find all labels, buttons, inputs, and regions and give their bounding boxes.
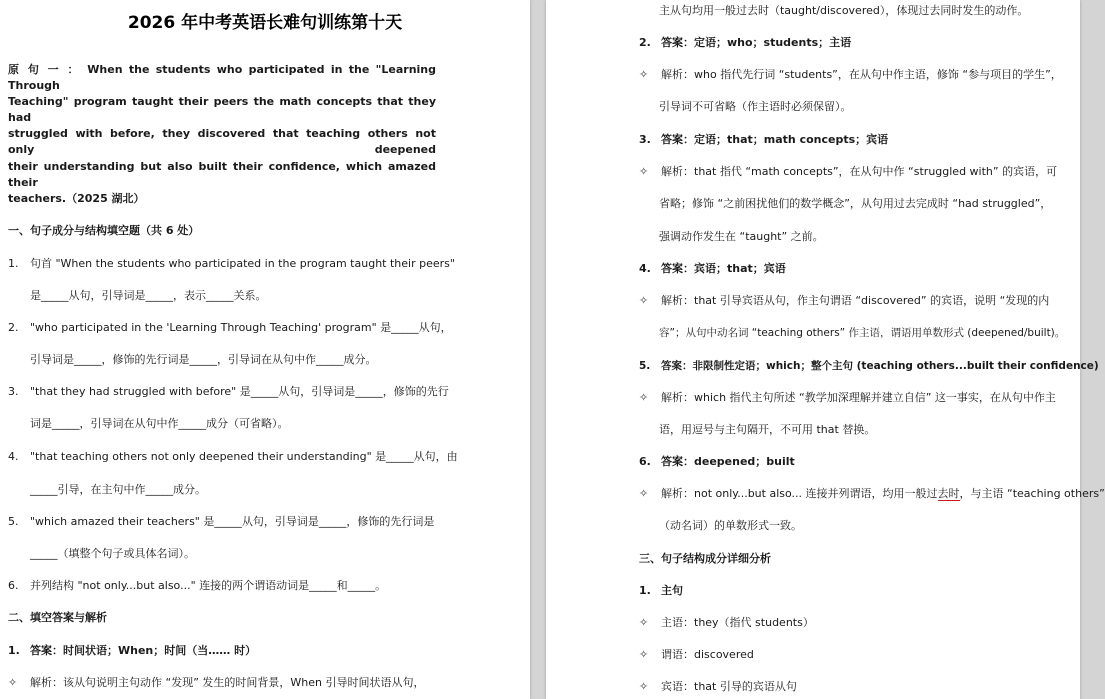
analysis-text: 解析：该从句说明主句动作 “发现” 发生的时间背景，When 引导时间状语从句， [30, 676, 425, 689]
section-heading-1: 一、句子成分与结构填空题（共 6 处） [8, 224, 200, 237]
analysis-text-cont: 主从句均用一般过去时（taught/discovered），体现过去同时发生的动作。 [659, 4, 1029, 17]
source-sentence-line-1: 原 句 一 ： When the students who participated in the "Learning Through [8, 63, 436, 92]
question-number: 1. [8, 257, 19, 270]
source-sentence-line-4: their understanding but also built their confidence, which amazed their [8, 160, 436, 189]
answer-text: 答案：宾语；that；宾语 [661, 262, 786, 275]
component-text: 宾语：that 引导的宾语从句 [661, 680, 797, 693]
question-text: "that teaching others not only deepened their understanding" 是_____从句，由 [30, 450, 458, 463]
analysis-text: 解析：which 指代主句所述 “教学加深理解并建立自信” 这一事实，在从句中作主 [661, 391, 1056, 404]
question-text: 并列结构 "not only...but also..." 连接的两个谓语动词是_____和_____。 [30, 579, 387, 592]
analysis-text-part: ，与主语 “teaching others” [959, 487, 1105, 500]
bullet-diamond-icon: ✧ [639, 648, 649, 661]
analysis-text: 解析：who 指代先行词 “students”，在从句中作主语，修饰 “参与项目的学生”， [661, 68, 1062, 81]
spellcheck-underline: 去时 [937, 487, 960, 500]
part-text: 主句 [661, 584, 683, 597]
bullet-diamond-icon: ✧ [639, 165, 649, 178]
analysis-text-cont: 语，用逗号与主句隔开，不可用 that 替换。 [659, 423, 876, 436]
document-page-right [546, 0, 1105, 699]
answer-number: 1. [8, 644, 20, 657]
answer-number: 3. [639, 133, 651, 146]
bullet-diamond-icon: ✧ [639, 616, 649, 629]
answer-text: 答案：deepened；built [661, 455, 795, 468]
answer-number: 5. [639, 360, 651, 372]
document-title: 2026 年中考英语长难句训练第十天 [127, 13, 403, 33]
question-number: 6. [8, 579, 19, 592]
analysis-text-cont: 强调动作发生在 “taught” 之前。 [659, 230, 824, 243]
answer-number: 2. [639, 36, 651, 49]
bullet-diamond-icon: ✧ [639, 391, 649, 404]
analysis-text [661, 486, 1105, 502]
bullet-diamond-icon: ✧ [8, 676, 18, 689]
analysis-text-cont: 引导词不可省略（作主语时必须保留）。 [659, 100, 852, 113]
question-text: "who participated in the 'Learning Through Teaching' program" 是_____从句， [30, 321, 452, 334]
source-sentence-line-2: Teaching" program taught their peers the math concepts that they had [8, 95, 436, 124]
question-text-cont: _____引导，在主句中作_____成分。 [30, 483, 206, 496]
question-number: 4. [8, 450, 19, 463]
bullet-diamond-icon: ✧ [639, 487, 649, 500]
question-number: 3. [8, 385, 19, 398]
bullet-diamond-icon: ✧ [639, 68, 649, 81]
analysis-text-cont: 省略；修饰 “之前困扰他们的数学概念”，从句用过去完成时 “had struggled”， [659, 197, 1052, 210]
answer-text: 答案：定语；that；math concepts；宾语 [661, 133, 889, 146]
question-number: 5. [8, 515, 19, 528]
question-number: 2. [8, 321, 19, 334]
source-sentence-line-5: teachers.（2025 湖北） [8, 192, 145, 205]
question-text-cont: 词是_____，引导词在从句中作_____成分（可省略）。 [30, 417, 289, 430]
question-text-cont: 是_____从句，引导词是_____，表示_____关系。 [30, 289, 267, 302]
analysis-text: 解析：that 指代 “math concepts”，在从句中作 “struggled with” 的宾语，可 [661, 165, 1058, 178]
section-heading-2: 二、填空答案与解析 [8, 611, 107, 624]
bullet-diamond-icon: ✧ [639, 680, 649, 693]
analysis-text-part: 解析：not only...but also... 连接并列谓语，均用一般过 [661, 487, 938, 500]
component-text: 谓语：discovered [661, 648, 754, 661]
answer-text: 答案：非限制性定语；which；整个主句 (teaching others...built their confidence) [661, 360, 1099, 372]
analysis-text-cont: （动名词）的单数形式一致。 [659, 519, 802, 532]
document-page-left [0, 0, 530, 699]
analysis-text: 解析：that 引导宾语从句，作主句谓语 “discovered” 的宾语，说明 “发现的内 [661, 294, 1050, 307]
question-text-cont: 引导词是_____，修饰的先行词是_____，引导词在从句中作_____成分。 [30, 353, 377, 366]
answer-text: 答案：定语；who；students；主语 [661, 36, 852, 49]
section-heading-3: 三、句子结构成分详细分析 [639, 552, 771, 565]
question-text: "which amazed their teachers" 是_____从句，引导词是_____，修饰的先行词是 [30, 515, 435, 528]
bullet-diamond-icon: ✧ [639, 294, 649, 307]
part-number: 1. [639, 584, 651, 597]
answer-number: 4. [639, 262, 651, 275]
question-text: "that they had struggled with before" 是_____从句，引导词是_____，修饰的先行 [30, 385, 449, 398]
source-sentence-line-3: struggled with before, they discovered that teaching others not only deepened [8, 127, 436, 156]
question-text-cont: _____（填整个句子或具体名词）。 [30, 547, 195, 560]
answer-number: 6. [639, 455, 651, 468]
answer-text: 答案：时间状语；When；时间（当…… 时） [30, 644, 257, 657]
question-text: 句首 "When the students who participated in the program taught their peers" [30, 257, 455, 270]
component-text: 主语：they（指代 students） [661, 616, 814, 629]
analysis-text-cont: 容”；从句中动名词 “teaching others” 作主语，谓语用单数形式 (deepened/built)。 [659, 327, 1066, 339]
